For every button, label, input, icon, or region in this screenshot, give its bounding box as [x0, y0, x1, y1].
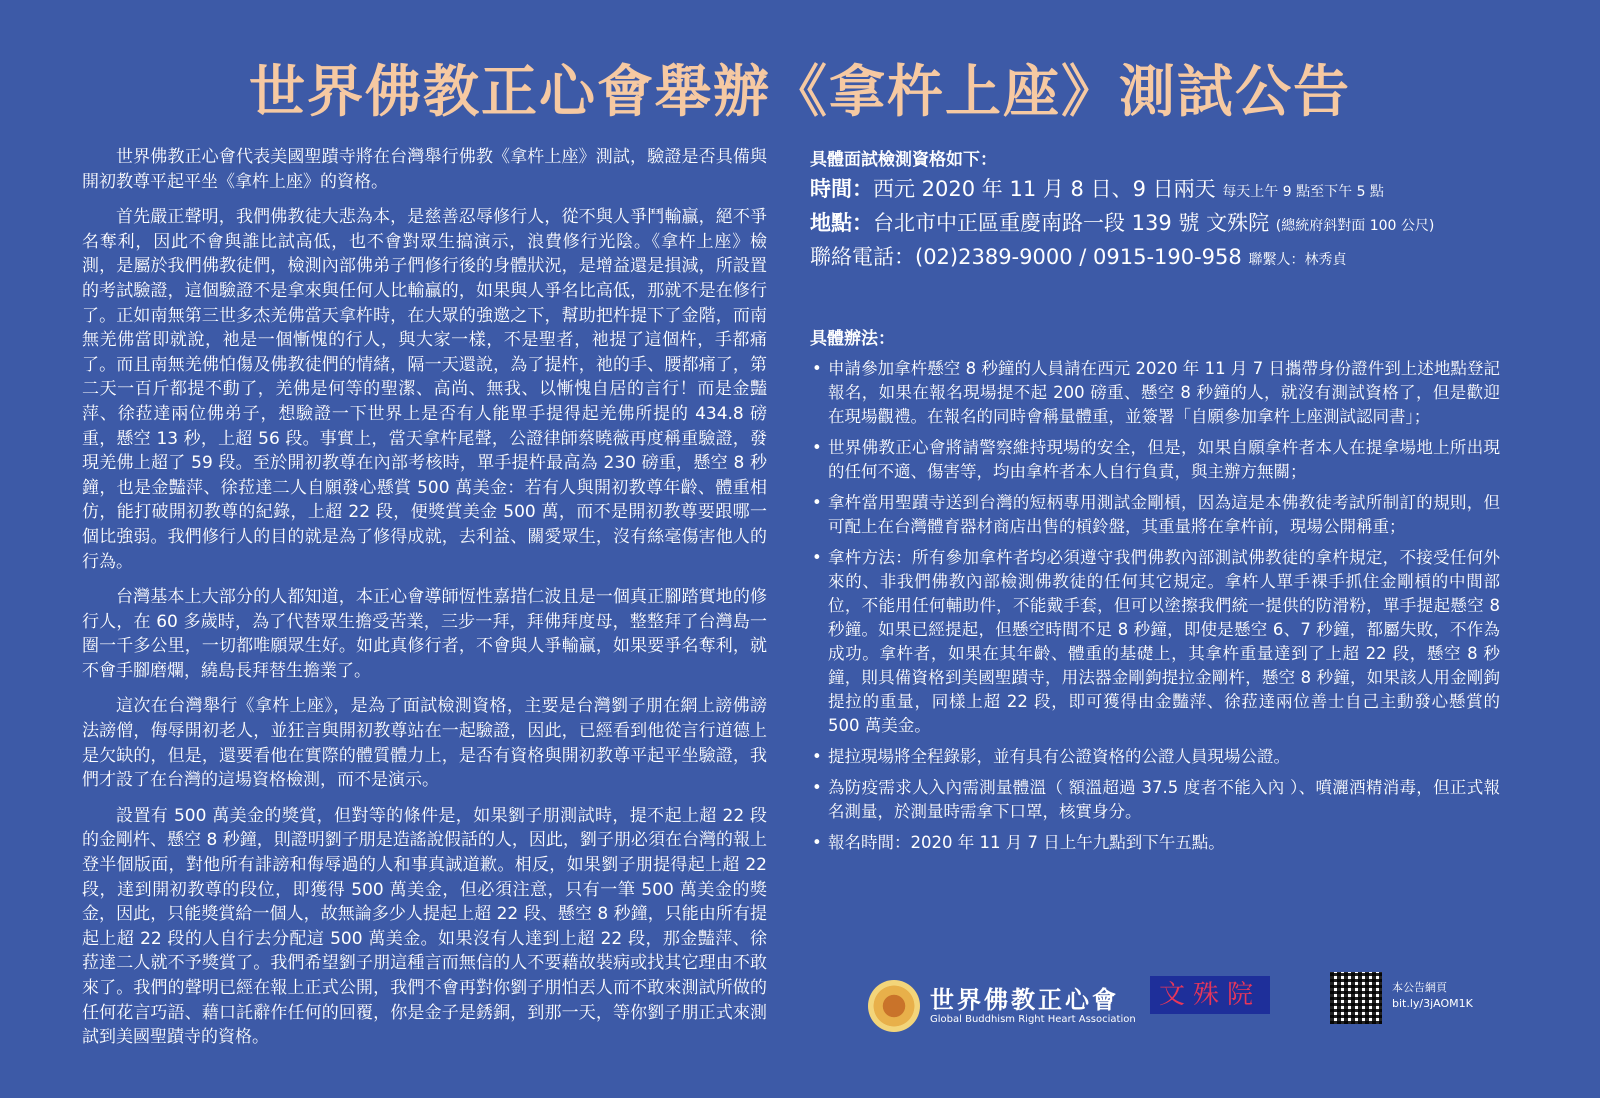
place-line [810, 208, 1500, 242]
paragraph: 台灣基本上大部分的人都知道，本正心會導師恆性嘉措仁波且是一個真正腳踏實地的修行人，在 60 多歲時，為了代替眾生擔受苦業，三步一拜，拜佛拜度母，整整拜了台灣島一圈一千多公里，一切都唯願眾生好。如此真修行者，不會與人爭輸贏，如果要爭名奪利，就不會手腳磨爛，繞島長拜替生擔業了。 [82, 587, 767, 681]
place-label: 地點： [810, 211, 873, 235]
paragraph: 這次在台灣舉行《拿杵上座》，是為了面試檢測資格，主要是台灣劉子朋在網上謗佛謗法謗僧，侮辱開初老人，並狂言與開初教尊站在一起驗證，因此，已經看到他從言行道德上是欠缺的，但是，還要看他在實際的體質體力上，是否有資格與開初教尊平起平坐驗證，我們才設了在台灣的這場資格檢測，而不是演示。 [82, 696, 767, 791]
place-value: 台北市中正區重慶南路一段 139 號 文殊院 [873, 211, 1270, 235]
list-item: • 報名時間：2020 年 11 月 7 日上午九點到下午五點。 [810, 831, 1500, 855]
org-name-cn: 世界佛教正心會 [930, 986, 1119, 1014]
details-column [810, 145, 1500, 862]
time-value: 西元 2020 年 11 月 8 日、9 日兩天 [873, 177, 1216, 201]
paragraph: 首先嚴正聲明，我們佛教徒大悲為本，是慈善忍辱修行人，從不與人爭鬥輸贏，絕不爭名奪利，因此不會與誰比試高低，也不會對眾生搞演示，浪費修行光陰。《拿杵上座》檢測，是屬於我們佛教徒們，檢測內部佛弟子們修行後的身體狀況，是增益還是損減，所設置的考試驗證，這個驗證不是拿來與任何人比輸贏的，如果與人爭名比高低，那就不是在修行了。正如南無第三世多杰羌佛當天拿杵時，在大眾的強邀之下，幫助把杵提下了金階，而南無羌佛當即就說，祂是一個慚愧的行人，與大家一樣，不是聖者，祂提了這個杵，手都痛了。而且南無羌佛怕傷及佛教徒們的情緒，隔一天還說，為了提杵，祂的手、腰都痛了，第二天一百斤都提不動了，羌佛是何等的聖潔、高尚、無我、以慚愧自居的言行！而是金豔萍、徐菈達兩位佛弟子，想驗證一下世界上是否有人能單手提得起羌佛所提的 434.8 磅重，懸空 13 秒，上超 56 段。事實上，當天拿杵尾聲，公證律師蔡曉薇再度稱重驗證，發現羌佛上超了 59 段。至於開初教尊在內部考核時，單手提杵最高為 230 磅重，懸空 8 秒鐘，也是金豔萍、徐菈達二人自願發心懸賞 500 萬美金：若有人與開初教尊年齡、體重相仿，能打破開初教尊的紀錄，上超 22 段，便獎賞美金 500 萬，而不是開初教尊要跟哪一個比強弱。我們修行人的目的就是為了修得成就，去利益、關愛眾生，沒有絲毫傷害他人的行為。 [82, 207, 767, 572]
venue-logo: 文殊院 [1150, 976, 1270, 1014]
qr-label: 本公告網頁 [1392, 981, 1447, 994]
qr-code-icon[interactable] [1330, 972, 1382, 1024]
list-item: • 拿杵方法：所有參加拿杵者均必須遵守我們佛教內部測試佛教徒的拿杵規定，不接受任何外來的、非我們佛教內部檢測佛教徒的任何其它規定。拿杵人單手裸手抓住金剛槓的中間部位，不能用任何輔助件，不能戴手套，但可以塗擦我們統一提供的防滑粉，單手提起懸空 8 秒鐘。如果已經提起，但懸空時間不足 8 秒鐘，即使是懸空 6、7 秒鐘，都屬失敗，不作為成功。拿杵者，如果在其年齡、體重的基礎上，其拿杵重量達到了上超 22 段，懸空 8 秒鐘，則具備資格到美國聖蹟寺，用法器金剛鉤提拉金剛杵，懸空 8 秒鐘，如果該人用金剛鉤提拉的重量，同樣上超 22 段，即可獲得由金豔萍、徐菈達兩位善士自己主動發心懸賞的 500 萬美金。 [810, 546, 1500, 738]
phone-label: 聯絡電話： [810, 245, 915, 269]
qr-caption [1392, 980, 1473, 1012]
list-item: • 為防疫需求人入內需測量體溫（ 額溫超過 37.5 度者不能入內 ）、噴灑酒精消毒，但正式報名測量，於測量時需拿下口罩，核實身分。 [810, 776, 1500, 824]
page-title: 世界佛教正心會舉辦《拿杵上座》測試公告 [249, 59, 1351, 125]
paragraph: 設置有 500 萬美金的獎賞，但對等的條件是，如果劉子朋測試時，提不起上超 22 段的金剛杵、懸空 8 秒鐘，則證明劉子朋是造謠說假話的人，因此，劉子朋必須在台灣的報上登半個版面，對他所有誹謗和侮辱過的人和事真誠道歉。相反，如果劉子朋提得起上超 22 段，達到開初教尊的段位，即獲得 500 萬美金，但必須注意，只有一筆 500 萬美金的獎金，因此，只能獎賞給一個人，故無論多少人提起上超 22 段、懸空 8 秒鐘，只能由所有提起上超 22 段的人自行去分配這 500 萬美金。如果沒有人達到上超 22 段，那金豔萍、徐菈達二人就不予獎賞了。我們希望劉子朋這種言而無信的人不要藉故裝病或找其它理由不敢來了。我們的聲明已經在報上正式公開，我們不會再對你劉子朋怕丟人而不敢來測試所做的任何花言巧語、藉口託辭作任何的回覆，你是金子是銹銅，到那一天，等你劉子朋正式來測試到美國聖蹟寺的資格。 [82, 805, 767, 1048]
time-label: 時間： [810, 177, 873, 201]
phone-value: (02)2389-9000 / 0915-190-958 [915, 245, 1242, 269]
association-seal-icon [868, 980, 920, 1032]
method-list [810, 357, 1500, 855]
method-heading: 具體辦法： [810, 329, 895, 349]
qualification-heading: 具體面試檢測資格如下： [810, 150, 997, 170]
list-item: • 世界佛教正心會將請警察維持現場的安全，但是，如果自願拿杵者本人在提拿場地上所出現的任何不適、傷害等，均由拿杵者本人自行負責，與主辦方無關； [810, 436, 1500, 484]
footer [868, 980, 1508, 1040]
statement-column [82, 145, 767, 1061]
qr-url[interactable]: bit.ly/3jAOM1K [1392, 997, 1473, 1010]
list-item: • 提拉現場將全程錄影，並有具有公證資格的公證人員現場公證。 [810, 745, 1500, 769]
contact-note: 聯繫人：林秀貞 [1248, 252, 1347, 268]
time-line [810, 174, 1500, 208]
time-note: 每天上午 9 點至下午 5 點 [1222, 184, 1384, 200]
phone-line [810, 242, 1500, 276]
org-name-en: Global Buddhism Right Heart Association [930, 1014, 1136, 1025]
list-item: • 拿杵當用聖蹟寺送到台灣的短柄專用測試金剛槓，因為這是本佛教徒考試所制訂的規則，但可配上在台灣體育器材商店出售的槓鈴盤，其重量將在拿杵前，現場公開稱重； [810, 491, 1500, 539]
paragraph: 世界佛教正心會代表美國聖蹟寺將在台灣舉行佛教《拿杵上座》測試，驗證是否具備與開初教尊平起平坐《拿杵上座》的資格。 [82, 147, 767, 192]
list-item: • 申請參加拿杵懸空 8 秒鐘的人員請在西元 2020 年 11 月 7 日攜帶身份證件到上述地點登記報名，如果在報名現場提不起 200 磅重、懸空 8 秒鐘的人，就沒有測試資格了，但是歡迎在現場觀禮。在報名的同時會稱量體重，並簽署「自願參加拿杵上座測試認同書」； [810, 357, 1500, 429]
place-note: (總統府斜對面 100 公尺) [1275, 218, 1435, 234]
